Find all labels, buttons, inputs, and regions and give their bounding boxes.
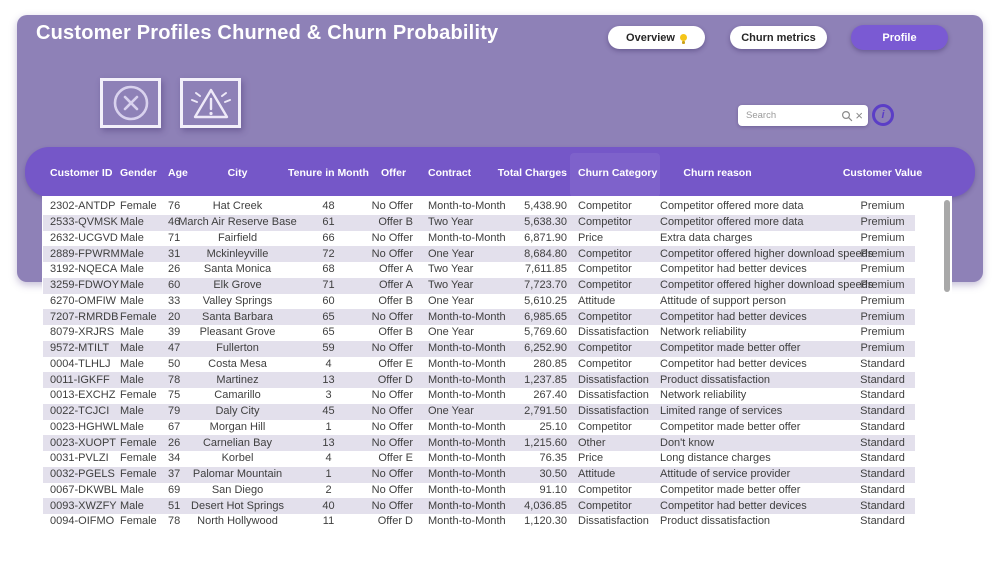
table-cell: Competitor — [578, 200, 632, 213]
table-cell: 78 — [168, 515, 181, 528]
table-cell: 5,769.60 — [524, 326, 567, 339]
table-cell: Competitor had better devices — [660, 357, 807, 370]
column-header[interactable]: Total Charges — [497, 166, 567, 179]
table-cell: Competitor — [578, 279, 632, 292]
table-cell: Two Year — [428, 279, 474, 292]
table-cell: 0022-TCJCI — [50, 405, 110, 418]
table-cell: Male — [120, 483, 144, 496]
table-cell: 13 — [322, 436, 335, 449]
table-cell: Premium — [860, 294, 905, 307]
table-cell: Premium — [860, 200, 905, 213]
table-cell: 0013-EXCHZ — [50, 389, 116, 402]
table-cell: Month-to-Month — [428, 342, 506, 355]
table-cell: North Hollywood — [197, 515, 278, 528]
table-cell: Product dissatisfaction — [660, 373, 771, 386]
table-cell: Extra data charges — [660, 231, 753, 244]
table-cell: 72 — [322, 247, 335, 260]
table-cell: 75 — [168, 389, 181, 402]
column-header[interactable]: Gender — [120, 166, 157, 179]
table-cell: Male — [120, 405, 144, 418]
table-cell: Elk Grove — [213, 279, 262, 292]
table-row[interactable] — [43, 388, 915, 404]
table-cell: No Offer — [371, 200, 413, 213]
table-cell: One Year — [428, 247, 474, 260]
search-icon[interactable] — [841, 110, 853, 122]
table-cell: Premium — [860, 263, 905, 276]
table-cell: No Offer — [371, 483, 413, 496]
table-cell: Attitude — [578, 294, 616, 307]
table-cell: Competitor made better offer — [660, 342, 801, 355]
table-cell: 45 — [322, 405, 335, 418]
table-cell: No Offer — [371, 247, 413, 260]
column-header[interactable]: Age — [168, 166, 188, 179]
table-cell: Competitor made better offer — [660, 420, 801, 433]
table-cell: Male — [120, 247, 144, 260]
table-cell: 68 — [322, 263, 335, 276]
table-cell: Competitor — [578, 216, 632, 229]
table-cell: 69 — [168, 483, 181, 496]
table-cell: Attitude of service provider — [660, 468, 791, 481]
table-cell: Fairfield — [217, 231, 258, 244]
table-cell: 26 — [168, 263, 181, 276]
vertical-scrollbar[interactable] — [944, 200, 950, 292]
table-cell: 61 — [322, 216, 335, 229]
table-cell: Competitor offered more data — [660, 216, 804, 229]
table-cell: 0094-OIFMO — [50, 515, 115, 528]
table-cell: Month-to-Month — [428, 357, 506, 370]
column-header[interactable]: Offer — [380, 166, 407, 179]
dismiss-circle-button[interactable] — [100, 78, 161, 128]
table-cell: Month-to-Month — [428, 468, 506, 481]
table-cell: Martinez — [216, 373, 259, 386]
table-cell: 4,036.85 — [524, 499, 567, 512]
table-cell: 0067-DKWBL — [50, 483, 118, 496]
table-cell: Month-to-Month — [428, 420, 506, 433]
table-cell: 0023-HGHWL — [50, 420, 120, 433]
table-cell: Network reliability — [660, 326, 747, 339]
table-cell: Female — [120, 436, 157, 449]
table-cell: Month-to-Month — [428, 515, 506, 528]
table-cell: Month-to-Month — [428, 499, 506, 512]
table-row[interactable] — [43, 467, 915, 483]
table-cell: Competitor — [578, 247, 632, 260]
table-cell: 9572-MTILT — [50, 342, 110, 355]
table-cell: Male — [120, 326, 144, 339]
table-row[interactable] — [43, 341, 915, 357]
table-cell: Premium — [860, 326, 905, 339]
table-cell: Standard — [860, 357, 905, 370]
table-cell: 65 — [322, 326, 335, 339]
table-cell: 2533-QVMSK — [50, 216, 118, 229]
table-cell: 8,684.80 — [524, 247, 567, 260]
table-cell: 0032-PGELS — [50, 468, 115, 481]
table-row[interactable] — [43, 199, 915, 215]
table-row[interactable] — [43, 262, 915, 278]
table-cell: Attitude of support person — [660, 294, 786, 307]
table-cell: Female — [120, 452, 157, 465]
column-header[interactable]: City — [227, 166, 248, 179]
table-cell: 37 — [168, 468, 181, 481]
table-cell: Attitude — [578, 468, 616, 481]
table-cell: 3192-NQECA — [50, 263, 118, 276]
column-header[interactable]: Customer ID — [50, 166, 113, 179]
table-cell: Competitor offered higher download speeds — [660, 279, 874, 292]
table-cell: Male — [120, 294, 144, 307]
table-cell: Month-to-Month — [428, 483, 506, 496]
table-cell: Month-to-Month — [428, 310, 506, 323]
table-cell: 51 — [168, 499, 181, 512]
table-row[interactable] — [43, 404, 915, 420]
table-cell: No Offer — [371, 420, 413, 433]
table-row[interactable] — [43, 372, 915, 388]
table-cell: 0031-PVLZI — [50, 452, 109, 465]
clear-icon[interactable]: × — [855, 107, 863, 123]
warning-button[interactable] — [180, 78, 241, 128]
table-cell: Dissatisfaction — [578, 405, 649, 418]
table-cell: Costa Mesa — [208, 357, 267, 370]
table-cell: 67 — [168, 420, 181, 433]
table-cell: Offer E — [378, 452, 413, 465]
table-cell: 2302-ANTDP — [50, 200, 116, 213]
table-cell: 20 — [168, 310, 181, 323]
table-body — [43, 199, 915, 530]
table-cell: 11 — [322, 515, 335, 528]
table-cell: 0093-XWZFY — [50, 499, 117, 512]
table-cell: Dissatisfaction — [578, 389, 649, 402]
nav-overview-label: Overview — [626, 31, 675, 44]
table-cell: 76.35 — [539, 452, 567, 465]
table-cell: Offer D — [377, 515, 413, 528]
table-cell: Male — [120, 216, 144, 229]
table-cell: No Offer — [371, 389, 413, 402]
table-cell: 267.40 — [533, 389, 567, 402]
table-cell: Dissatisfaction — [578, 326, 649, 339]
table-cell: No Offer — [371, 310, 413, 323]
table-cell: 46 — [168, 216, 181, 229]
table-cell: Male — [120, 373, 144, 386]
table-cell: Premium — [860, 310, 905, 323]
table-cell: Dissatisfaction — [578, 373, 649, 386]
dismiss-circle-icon — [109, 84, 153, 122]
table-cell: 1,237.85 — [524, 373, 567, 386]
nav-profile-button[interactable] — [851, 25, 948, 50]
table-row[interactable] — [43, 483, 915, 499]
nav-churn-metrics-button[interactable] — [730, 26, 827, 49]
column-header[interactable]: Customer Value — [842, 166, 923, 179]
table-cell: Price — [578, 231, 604, 244]
table-row[interactable] — [43, 435, 915, 451]
table-cell: 7,611.85 — [524, 263, 567, 276]
table-row[interactable] — [43, 294, 915, 310]
column-header[interactable]: Tenure in Month — [288, 166, 369, 179]
table-cell: Standard — [860, 373, 905, 386]
page-title: Customer Profiles Churned & Churn Probability — [36, 22, 499, 44]
table-cell: 33 — [168, 294, 181, 307]
table-cell: 79 — [168, 405, 181, 418]
table-cell: 280.85 — [533, 357, 567, 370]
table-cell: Price — [578, 452, 604, 465]
table-cell: No Offer — [371, 468, 413, 481]
table-cell: 7207-RMRDB — [50, 310, 119, 323]
table-cell: Male — [120, 342, 144, 355]
table-cell: 3 — [325, 389, 332, 402]
table-cell: Female — [120, 310, 157, 323]
table-cell: Male — [120, 231, 144, 244]
table-cell: Male — [120, 263, 144, 276]
table-cell: Competitor had better devices — [660, 310, 807, 323]
table-row[interactable] — [43, 278, 915, 294]
column-header[interactable]: Contract — [428, 166, 472, 179]
column-header[interactable]: Churn Category — [578, 166, 658, 179]
table-cell: Standard — [860, 483, 905, 496]
table-cell: Month-to-Month — [428, 436, 506, 449]
table-row[interactable] — [43, 325, 915, 341]
table-cell: 76 — [168, 200, 181, 213]
table-cell: Female — [120, 200, 157, 213]
search-box[interactable] — [738, 105, 868, 126]
table-cell: Premium — [860, 216, 905, 229]
table-cell: 0011-IGKFF — [50, 373, 110, 386]
table-cell: Palomar Mountain — [192, 468, 283, 481]
table-cell: Dissatisfaction — [578, 515, 649, 528]
table-cell: Competitor — [578, 310, 632, 323]
table-cell: Month-to-Month — [428, 452, 506, 465]
table-cell: 30.50 — [539, 468, 567, 481]
table-cell: 2889-FPWRM — [50, 247, 120, 260]
table-cell: Competitor offered higher download speeds — [660, 247, 874, 260]
table-cell: 1,215.60 — [524, 436, 567, 449]
table-cell: 66 — [322, 231, 335, 244]
lightbulb-icon — [680, 34, 687, 41]
table-header-band — [25, 147, 975, 197]
table-cell: Standard — [860, 515, 905, 528]
table-cell: Korbel — [221, 452, 254, 465]
table-cell: 39 — [168, 326, 181, 339]
table-cell: Limited range of services — [660, 405, 783, 418]
table-cell: Competitor — [578, 357, 632, 370]
table-cell: 1,120.30 — [524, 515, 567, 528]
table-cell: Competitor made better offer — [660, 483, 801, 496]
table-cell: Male — [120, 279, 144, 292]
table-cell: Competitor had better devices — [660, 499, 807, 512]
table-row[interactable] — [43, 498, 915, 514]
table-cell: 78 — [168, 373, 181, 386]
table-row[interactable] — [43, 246, 915, 262]
table-cell: 6270-OMFIW — [50, 294, 117, 307]
table-cell: 2 — [325, 483, 332, 496]
table-cell: Daly City — [215, 405, 260, 418]
table-cell: Competitor had better devices — [660, 263, 807, 276]
table-cell: Standard — [860, 436, 905, 449]
table-cell: Competitor — [578, 499, 632, 512]
table-cell: 47 — [168, 342, 181, 355]
table-cell: Santa Barbara — [202, 310, 273, 323]
table-cell: Other — [578, 436, 606, 449]
table-cell: Premium — [860, 247, 905, 260]
table-cell: Female — [120, 468, 157, 481]
nav-churn-metrics-label: Churn metrics — [741, 31, 816, 44]
table-cell: 26 — [168, 436, 181, 449]
table-cell: Competitor — [578, 483, 632, 496]
table-cell: 0023-XUOPT — [50, 436, 117, 449]
table-cell: 71 — [168, 231, 181, 244]
table-cell: Competitor — [578, 342, 632, 355]
table-cell: Offer B — [378, 326, 413, 339]
table-cell: Valley Springs — [202, 294, 273, 307]
table-cell: Offer A — [378, 279, 413, 292]
table-cell: Don't know — [660, 436, 715, 449]
search-input[interactable] — [738, 110, 841, 121]
table-row[interactable] — [43, 309, 915, 325]
table-cell: Female — [120, 389, 157, 402]
table-cell: 60 — [168, 279, 181, 292]
table-cell: Month-to-Month — [428, 389, 506, 402]
table-cell: 6,252.90 — [524, 342, 567, 355]
table-cell: San Diego — [211, 483, 264, 496]
table-cell: Standard — [860, 499, 905, 512]
table-cell: Standard — [860, 389, 905, 402]
table-cell: Month-to-Month — [428, 373, 506, 386]
table-cell: Month-to-Month — [428, 231, 506, 244]
table-cell: One Year — [428, 326, 474, 339]
table-cell: Competitor — [578, 263, 632, 276]
table-cell: 91.10 — [539, 483, 567, 496]
table-cell: Offer B — [378, 294, 413, 307]
table-cell: No Offer — [371, 405, 413, 418]
table-cell: 1 — [325, 420, 332, 433]
table-cell: Network reliability — [660, 389, 747, 402]
table-cell: Premium — [860, 279, 905, 292]
table-cell: Carnelian Bay — [202, 436, 273, 449]
table-cell: Premium — [860, 342, 905, 355]
table-cell: Long distance charges — [660, 452, 771, 465]
table-cell: Competitor — [578, 420, 632, 433]
table-cell: No Offer — [371, 231, 413, 244]
table-cell: Female — [120, 515, 157, 528]
table-cell: 2,791.50 — [524, 405, 567, 418]
warning-icon — [187, 83, 235, 123]
table-cell: 4 — [325, 357, 332, 370]
table-cell: 5,438.90 — [524, 200, 567, 213]
table-cell: No Offer — [371, 342, 413, 355]
table-cell: Offer E — [378, 357, 413, 370]
table-cell: 13 — [322, 373, 335, 386]
table-cell: Male — [120, 499, 144, 512]
table-cell: Premium — [860, 231, 905, 244]
column-header[interactable]: Churn reason — [683, 166, 752, 179]
table-cell: Competitor offered more data — [660, 200, 804, 213]
table-row[interactable] — [43, 215, 915, 231]
table-row[interactable] — [43, 231, 915, 247]
table-cell: Camarillo — [214, 389, 261, 402]
table-cell: Desert Hot Springs — [191, 499, 284, 512]
table-cell: Two Year — [428, 216, 474, 229]
table-cell: 65 — [322, 310, 335, 323]
table-cell: Fullerton — [216, 342, 259, 355]
info-icon: i — [881, 109, 885, 121]
table-cell: No Offer — [371, 499, 413, 512]
table-cell: Product dissatisfaction — [660, 515, 771, 528]
table-cell: 1 — [325, 468, 332, 481]
nav-profile-label: Profile — [882, 31, 917, 44]
table-cell: 31 — [168, 247, 181, 260]
table-cell: No Offer — [371, 436, 413, 449]
table-cell: 2632-UCGVD — [50, 231, 118, 244]
table-cell: Hat Creek — [212, 200, 263, 213]
table-cell: Pleasant Grove — [199, 326, 276, 339]
table-cell: Standard — [860, 468, 905, 481]
nav-overview-button[interactable] — [608, 26, 705, 49]
info-button[interactable] — [872, 104, 894, 126]
table-cell: 7,723.70 — [524, 279, 567, 292]
table-header-row — [43, 163, 923, 183]
table-cell: 71 — [322, 279, 335, 292]
table-cell: 25.10 — [539, 420, 567, 433]
table-row[interactable] — [43, 420, 915, 436]
table-cell: Standard — [860, 405, 905, 418]
table-cell: 60 — [322, 294, 335, 307]
table-row[interactable] — [43, 451, 915, 467]
table-cell: Santa Monica — [203, 263, 272, 276]
table-row[interactable] — [43, 357, 915, 373]
table-cell: 40 — [322, 499, 335, 512]
table-cell: 4 — [325, 452, 332, 465]
table-cell: 5,638.30 — [524, 216, 567, 229]
table-cell: 3259-FDWOY — [50, 279, 120, 292]
table-cell: One Year — [428, 294, 474, 307]
table-cell: 6,871.90 — [524, 231, 567, 244]
table-cell: 6,985.65 — [524, 310, 567, 323]
table-cell: Morgan Hill — [209, 420, 266, 433]
table-cell: 5,610.25 — [524, 294, 567, 307]
table-cell: 50 — [168, 357, 181, 370]
table-cell: Offer B — [378, 216, 413, 229]
table-cell: Month-to-Month — [428, 200, 506, 213]
table-cell: 59 — [322, 342, 335, 355]
table-cell: Offer A — [378, 263, 413, 276]
table-row[interactable] — [43, 514, 915, 530]
table-cell: Male — [120, 357, 144, 370]
table-cell: One Year — [428, 405, 474, 418]
table-cell: Mckinleyville — [206, 247, 269, 260]
table-cell: 48 — [322, 200, 335, 213]
table-cell: March Air Reserve Base — [178, 216, 297, 229]
table-cell: Male — [120, 420, 144, 433]
table-cell: 34 — [168, 452, 181, 465]
table-cell: 0004-TLHLJ — [50, 357, 111, 370]
table-cell: 8079-XRJRS — [50, 326, 115, 339]
table-cell: Standard — [860, 452, 905, 465]
table-cell: Two Year — [428, 263, 474, 276]
table-cell: Offer D — [377, 373, 413, 386]
table-cell: Standard — [860, 420, 905, 433]
